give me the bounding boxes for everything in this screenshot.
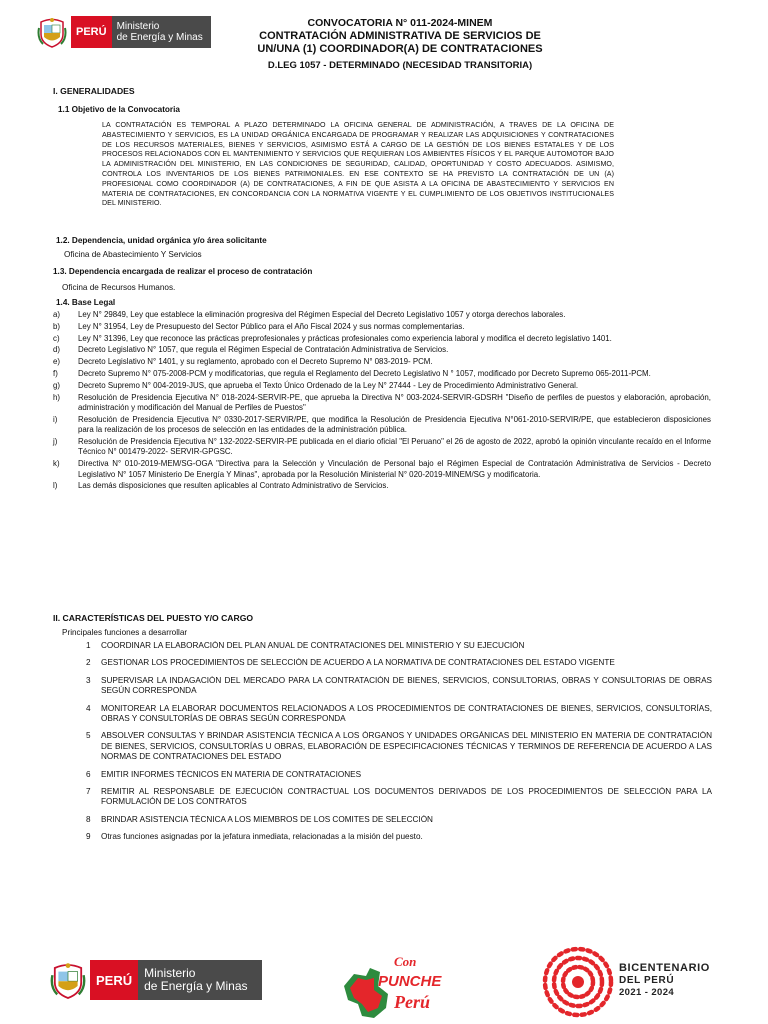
legal-item-letter: k) [53, 459, 60, 469]
process-owner-heading: 1.3. Dependencia encargada de realizar el proceso de contratación [53, 267, 313, 276]
function-item [86, 658, 712, 668]
legal-item [53, 459, 711, 480]
legal-item-text: Decreto Legislativo N° 1057, que regula el Régimen Especial de Contratación Administrativa de Servicios. [78, 345, 449, 355]
footer-logo [50, 960, 262, 1000]
legal-item-letter: i) [53, 414, 58, 424]
legal-item-text: Ley N° 31954, Ley de Presupuesto del Sector Público para el Año Fiscal 2024 y sus normas complementarias. [78, 321, 465, 331]
title-puesto: UN/UNA (1) COORDINADOR(A) DE CONTRATACIONES [257, 43, 543, 55]
legal-item-text: Decreto Legislativo N° 1401, y su reglamento, aprobado con el Decreto Supremo N° 083-2019- PCM. [78, 357, 433, 367]
function-item [86, 770, 712, 780]
function-number: 2 [86, 658, 91, 668]
header-logo [37, 16, 211, 48]
punche-word-text: PUNCHE [378, 973, 442, 990]
con-punche-peru-logo [336, 946, 446, 1024]
bicentenario-text [619, 962, 710, 999]
peru-label: PERÚ [90, 960, 138, 1000]
title-regimen: D.LEG 1057 - DETERMINADO (NECESIDAD TRANSITORIA) [267, 60, 533, 71]
function-text: GESTIONAR LOS PROCEDIMIENTOS DE SELECCIÓN DE ACUERDO A LA NORMATIVA DE CONTRATACIONES DEL ESTADO VIGENTE [101, 658, 615, 668]
bicentenario-line-2: DEL PERÚ [619, 975, 675, 986]
bicentenario-line-3: 2021 - 2024 [619, 987, 675, 998]
title-convocatoria: CONVOCATORIA N° 011-2024-MINEM [307, 17, 493, 29]
legal-item [53, 369, 711, 379]
legal-item-text: Resolución de Presidencia Ejecutiva N° 132-2022-SERVIR-PE publicada en el diario oficial "El Peruano" el 26 de agosto de 2022, aprobó la opinión vinculante recaído en el Informe Técnico N° 001479-2022- SERVIR-GPGSC. [78, 436, 711, 457]
legal-item-text: Las demás disposiciones que resulten aplicables al Contrato Administrativo de Servicios. [78, 481, 389, 491]
ministry-label [138, 960, 261, 1000]
objective-heading: 1.1 Objetivo de la Convocatoria [58, 105, 180, 114]
function-item [86, 641, 712, 651]
function-text: REMITIR AL RESPONSABLE DE EJECUCIÓN CONTRACTUAL LOS DOCUMENTOS DERIVADOS DE LOS PROCEDIMIENTOS DE SELECCIÓN PARA LA FORMULACIÓN DE LOS CONTRATOS [101, 787, 712, 807]
function-text: EMITIR INFORMES TÉCNICOS EN MATERIA DE CONTRATACIONES [101, 769, 362, 779]
legal-item-text: Ley N° 31396, Ley que reconoce las prácticas preprofesionales y prácticas profesionales como experiencia laboral y modifica el decreto legislativo 1401. [78, 333, 612, 343]
function-text: Otras funciones asignadas por la jefatura inmediata, relacionadas a la misión del puesto. [101, 832, 423, 842]
legal-item [53, 334, 711, 344]
legal-item-letter: c) [53, 333, 60, 343]
legal-item [53, 345, 711, 355]
legal-base-list [53, 310, 711, 493]
legal-item-text: Resolución de Presidencia Ejecutiva N° 018-2024-SERVIR-PE, que aprueba la Directiva N° 003-2024-SERVIR-GDSRH "Diseño de perfiles de puestos y elaboración, aprobación, administración y modificación del Manual de Perfiles de Puestos" [78, 392, 711, 412]
legal-item-letter: e) [53, 357, 61, 367]
legal-item [53, 393, 711, 414]
function-text: ABSOLVER CONSULTAS Y BRINDAR ASISTENCIA TÉCNICA A LOS ÓRGANOS Y UNIDADES ORGÁNICAS DEL MINISTERIO EN MATERIA DE CONTRATACIÓN DE BIENES, SERVICIOS, CONSULTORÍAS U OBRAS, ELABORACIÓN DE ESPECIFICACIONES TÉCNICAS Y TERMINOS DE REFERENCIA DE ACUERDO A LAS NORMAS DE CONTRATACIONES DEL ESTADO [101, 731, 712, 762]
function-item [86, 832, 712, 842]
dependency-value: Oficina de Abastecimiento Y Servicios [64, 250, 202, 259]
legal-item [53, 310, 711, 320]
ministry-label [112, 16, 211, 48]
legal-item [53, 322, 711, 332]
legal-item [53, 415, 711, 436]
function-number: 4 [86, 703, 91, 713]
function-text: COORDINAR LA ELABORACIÓN DEL PLAN ANUAL DE CONTRATACIONES DEL MINISTERIO Y SU EJECUCIÓN [101, 641, 525, 650]
legal-item-letter: g) [53, 380, 61, 390]
legal-item-letter: b) [53, 321, 61, 331]
legal-item-text: Ley N° 29849, Ley que establece la eliminación progresiva del Régimen Especial del Decreto Legislativo 1057 y otorga derechos laborales. [78, 310, 566, 319]
peru-label: PERÚ [71, 16, 112, 48]
ministry-line-2: de Energía y Minas [116, 32, 203, 43]
function-item [86, 704, 712, 725]
function-item [86, 676, 712, 697]
function-text: MONITOREAR LA ELABORAR DOCUMENTOS RELACIONADOS A LOS PROCEDIMIENTOS DE CONTRATACIONES DE BIENES, SERVICIOS, CONSULTORÍAS, OBRAS Y CONSULTORÍAS DE OBRAS SEGÚN CORRESPONDA [101, 703, 712, 724]
legal-item [53, 381, 711, 391]
function-item [86, 815, 712, 825]
section-1-heading: I. GENERALIDADES [53, 86, 135, 96]
legal-base-heading: 1.4. Base Legal [56, 298, 116, 307]
function-item [86, 787, 712, 808]
process-owner-value: Oficina de Recursos Humanos. [62, 283, 176, 292]
legal-item-letter: l) [53, 481, 58, 491]
legal-item-letter: f) [53, 368, 58, 378]
legal-item [53, 437, 711, 458]
legal-item-letter: d) [53, 345, 61, 355]
bicentenario-line-1: BICENTENARIO [619, 962, 710, 974]
legal-item-text: Decreto Supremo N° 004-2019-JUS, que aprueba el Texto Único Ordenado de la Ley N° 27444 - Ley de Procedimiento Administrativo General. [78, 380, 579, 390]
objective-text: LA CONTRATACIÓN ES TEMPORAL A PLAZO DETERMINADO LA OFICINA GENERAL DE ADMINISTRACIÓN, A TRAVES DE LA OFICINA DE ABASTECIMIENTO Y SERVICIOS, ES LA UNIDAD ORGÁNICA ENCARGADA DE PROGRAMAR Y REALIZAR LAS ADQUISICIONES Y CONTRATACIONES DE LOS RECURSOS MATERIALES, BIENES Y SERVICIOS, ASIMISMO ESTÁ A CARGO DE LA GESTIÓN DE LOS BIENES ESTATALES Y DE LOS PROCESOS RELACIONADOS CON EL MANTENIMIENTO Y SERVICIOS QUE REQUIERAN LOS AMBIENTES FÍSICOS Y EL PARQUE AUTOMOTOR BAJO LA ADMINISTRACIÓN DEL MINISTERIO, EN LAS CONDICIONES DE SEGURIDAD, CALIDAD, OPORTUNIDAD Y COSTO ADECUADOS. ASIMISMO, CONTROLA LOS INVENTARIOS DE LOS BIENES PATRIMONIALES. EN ESE CONTEXTO SE HA PREVISTO LA CONTRATACIÓN DE UN (A) PROFESIONAL COMO COORDINADOR (A) DE CONTRATACIONES, A FIN DE QUE ASISTA A LA OFICINA DE ABASTECIMIENTO Y SERVICIOS EN MATERIA DE CONTRATACIONES, EN CONCORDANCIA CON LA NORMATIVA VIGENTE Y EL CUMPLIMIENTO DE LOS OBJETIVOS INSTITUCIONALES DEL MINISTERIO. [102, 121, 614, 208]
punche-con-text: Con [394, 954, 417, 969]
title-contratacion: CONTRATACIÓN ADMINISTRATIVA DE SERVICIOS DE [259, 30, 541, 42]
function-number: 1 [86, 641, 91, 650]
function-number: 7 [86, 787, 91, 797]
coat-of-arms-icon [37, 16, 67, 48]
function-number: 9 [86, 832, 91, 842]
function-number: 6 [86, 769, 91, 779]
functions-list [86, 641, 712, 843]
legal-item [53, 481, 711, 491]
function-text: BRINDAR ASISTENCIA TÉCNICA A LOS MIEMBROS DE LOS COMITES DE SELECCIÓN [101, 814, 433, 824]
bicentenario-logo-icon [540, 944, 616, 1020]
legal-item [53, 357, 711, 367]
ministry-line-1: Ministerio [116, 21, 160, 32]
function-text: SUPERVISAR LA INDAGACIÓN DEL MERCADO PARA LA CONTRATACIÓN DE BIENES, SERVICIOS, CONSULTORIAS, OBRAS Y CONSULTORIAS DE OBRAS SEGÚN CORRESPONDA [101, 675, 712, 696]
function-number: 8 [86, 814, 91, 824]
dependency-heading: 1.2. Dependencia, unidad orgánica y/o área solicitante [56, 236, 267, 245]
legal-item-text: Directiva N° 010-2019-MEM/SG-OGA "Directiva para la Selección y Vinculación de Personal bajo el Régimen Especial de Contratación Administrativa de Servicios - Decreto Legislativo N° 1057 Ministerio De Energía Y Minas", aprobada por la Resolución Ministerial N° 020-2019-MINEM/SG y modificatoria. [78, 459, 711, 479]
punche-peru-text: Perú [394, 992, 430, 1012]
functions-subheading: Principales funciones a desarrollar [62, 628, 188, 637]
ministry-line-2: de Energía y Minas [144, 979, 248, 993]
legal-item-letter: h) [53, 392, 61, 402]
function-item [86, 731, 712, 762]
legal-item-text: Decreto Supremo N° 075-2008-PCM y modificatorias, que regula el Reglamento del Decreto Legislativo N ° 1057, modificado por Decreto Supremo 065-2011-PCM. [78, 368, 651, 378]
legal-item-text: Resolución de Presidencia Ejecutiva N° 0330-2017-SERVIR/PE, que modifica la Resolución de Presidencia Ejecutiva N°061-2010-SERVIR/PE, que establecieron disposiciones para la realización de los procesos de selección en las entidades de la administración pública. [78, 414, 711, 435]
section-2-heading: II. CARACTERÍSTICAS DEL PUESTO Y/O CARGO [53, 613, 254, 623]
legal-item-letter: a) [53, 310, 61, 319]
document-title [200, 17, 600, 72]
coat-of-arms-icon [50, 960, 86, 1000]
ministry-line-1: Ministerio [144, 966, 196, 980]
legal-item-letter: j) [53, 436, 58, 446]
function-number: 3 [86, 675, 91, 685]
function-number: 5 [86, 731, 91, 741]
